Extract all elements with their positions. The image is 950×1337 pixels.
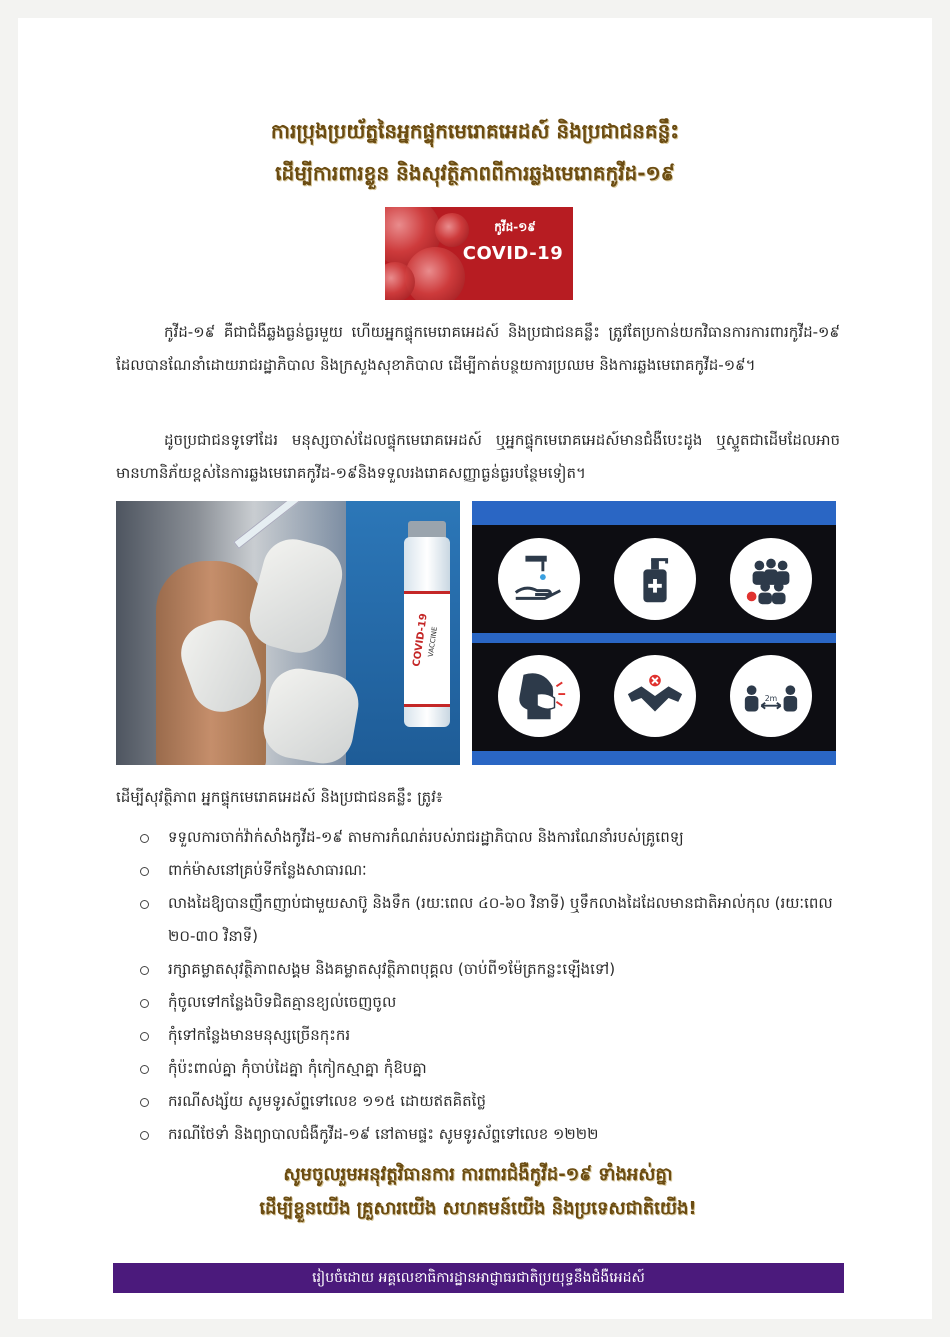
vial-vaccine-text: VACCINE: [426, 626, 440, 658]
list-item: [140, 953, 840, 986]
page-title-line-2: ដើម្បីការពារខ្លួន និងសុវត្ថិភាពពីការឆ្លងមេរោគកូវីដ-១៩: [275, 161, 675, 185]
bullet-icon: [140, 1131, 149, 1140]
virus-icon: [405, 247, 465, 300]
list-item: [140, 1019, 840, 1052]
covid-banner-image: [385, 207, 573, 300]
vial-covid-text: COVID-19: [411, 612, 430, 668]
bullet-icon: [140, 1098, 149, 1107]
list-item: [140, 821, 840, 854]
list-item: [140, 1118, 840, 1151]
closing-line-1: សូមចូលរួមអនុវត្តវិធានការ ការពារជំងឺកូវីដ-១៩ ទាំងអស់គ្នា: [283, 1164, 673, 1185]
no-handshake-icon: [614, 655, 696, 737]
list-item: [140, 986, 840, 1019]
distance-2m-icon: [730, 655, 812, 737]
tip-text: ពាក់ម៉ាសនៅគ្រប់ទីកន្លែងសាធារណៈ: [168, 861, 367, 879]
bullet-icon: [140, 999, 149, 1008]
banner-covid-label: COVID-19: [462, 243, 564, 264]
virus-icon: [435, 213, 469, 247]
avoid-crowd-icon: [730, 538, 812, 620]
face-mask-icon: [498, 655, 580, 737]
hand-wash-icon: [498, 538, 580, 620]
tip-text: ទទួលការចាក់វ៉ាក់សាំងកូវីដ-១៩ តាមការកំណត់របស់រាជរដ្ឋាភិបាល និងការណែនាំរបស់គ្រូពេទ្យ: [168, 828, 684, 846]
closing-line-2: ដើម្បីខ្លួនយើង គ្រួសារយើង សហគមន៍យើង និងប្រទេសជាតិយើង!: [259, 1198, 697, 1219]
sanitizer-icon: [614, 538, 696, 620]
list-item: [140, 887, 840, 953]
bullet-icon: [140, 1065, 149, 1074]
intro-paragraph: កូវីដ-១៩ គឺជាជំងឺឆ្លងធ្ងន់ធ្ងរមួយ ហើយអ្នកផ្ទុកមេរោគអេដស៍ និងប្រជាជនគន្លឹះ ត្រូវតែប្រកាន់យកវិធានការការពារកូវីដ-១៩ ដែលបានណែនាំដោយរាជរដ្ឋាភិបាល និងក្រសួងសុខាភិបាល ដើម្បីកាត់បន្ថយការប្រឈម និងការឆ្លងមេរោគកូវីដ-១៩។: [116, 323, 840, 374]
banner-khmer-label: កូវីដ-១៩: [494, 220, 536, 234]
footer-banner: រៀបចំដោយ អគ្គលេខាធិការដ្ឋានអាជ្ញាធរជាតិប្រយុទ្ធនឹងជំងឺអេដស៍: [113, 1263, 844, 1293]
tips-list: [140, 821, 840, 1151]
tip-text: កុំទៅកន្លែងមានមនុស្សច្រើនកុះករ: [168, 1026, 351, 1044]
bullet-icon: [140, 966, 149, 975]
list-item: [140, 1085, 840, 1118]
tip-text: កុំប៉ះពាល់គ្នា កុំចាប់ដៃគ្នា កុំកៀកស្មាគ្នា កុំឱបគ្នា: [168, 1059, 427, 1077]
list-item: [140, 1052, 840, 1085]
page-title-line-1: ការប្រុងប្រយ័ត្ននៃអ្នកផ្ទុកមេរោគអេដស៍ និងប្រជាជនគន្លឹះ: [270, 119, 680, 143]
tip-text: រក្សាគម្លាតសុវត្ថិភាពសង្គម និងគម្លាតសុវត្ថិភាពបុគ្គល (ចាប់ពី១ម៉ែត្រកន្លះឡើងទៅ): [168, 960, 616, 978]
bullet-icon: [140, 900, 149, 909]
risk-paragraph: ដូចប្រជាជនទូទៅដែរ មនុស្សចាស់ដែលផ្ទុកមេរោគអេដស៍ ឬអ្នកផ្ទុកមេរោគអេដស៍មានជំងឺបេះដូង ឬស្ទួតជាដើមដែលអាចមានហានិភ័យខ្ពស់នៃការឆ្លងមេរោគកូវីដ-១៩និងទទួលរងរោគសញ្ញាធ្ងន់ធ្ងរបន្ថែមទៀត។: [116, 431, 840, 482]
tip-text: ករណីសង្ស័យ សូមទូរស័ព្ទទៅលេខ ១១៥ ដោយឥតគិតថ្លៃ: [168, 1092, 486, 1110]
list-item: [140, 854, 840, 887]
bullet-icon: [140, 1032, 149, 1041]
tip-text: កុំចូលទៅកន្លែងបិទជិតគ្មានខ្យល់ចេញចូល: [168, 993, 397, 1011]
distance-label: 2m: [764, 693, 778, 703]
vaccination-photo: [116, 501, 460, 765]
bullet-icon: [140, 867, 149, 876]
bullet-icon: [140, 834, 149, 843]
prevention-icons-panel: [472, 501, 836, 765]
tip-text: ករណីថែទាំ និងព្យាបាលជំងឺកូវីដ-១៩ នៅតាមផ្ទះ សូមទូរស័ព្ទទៅលេខ ១២២២: [168, 1125, 599, 1143]
tip-text: លាងដៃឱ្យបានញឹកញាប់ជាមួយសាប៊ូ និងទឹក (រយៈពេល ៤០-៦០ វិនាទី) ឬទឹកលាងដៃដែលមានជាតិអាល់កុល (រយៈពេល ២០-៣០ វិនាទី): [168, 894, 833, 945]
tips-lead: ដើម្បីសុវត្ថិភាព អ្នកផ្ទុកមេរោគអេដស៍ និងប្រជាជនគន្លឹះ ត្រូវ៖: [116, 788, 443, 806]
